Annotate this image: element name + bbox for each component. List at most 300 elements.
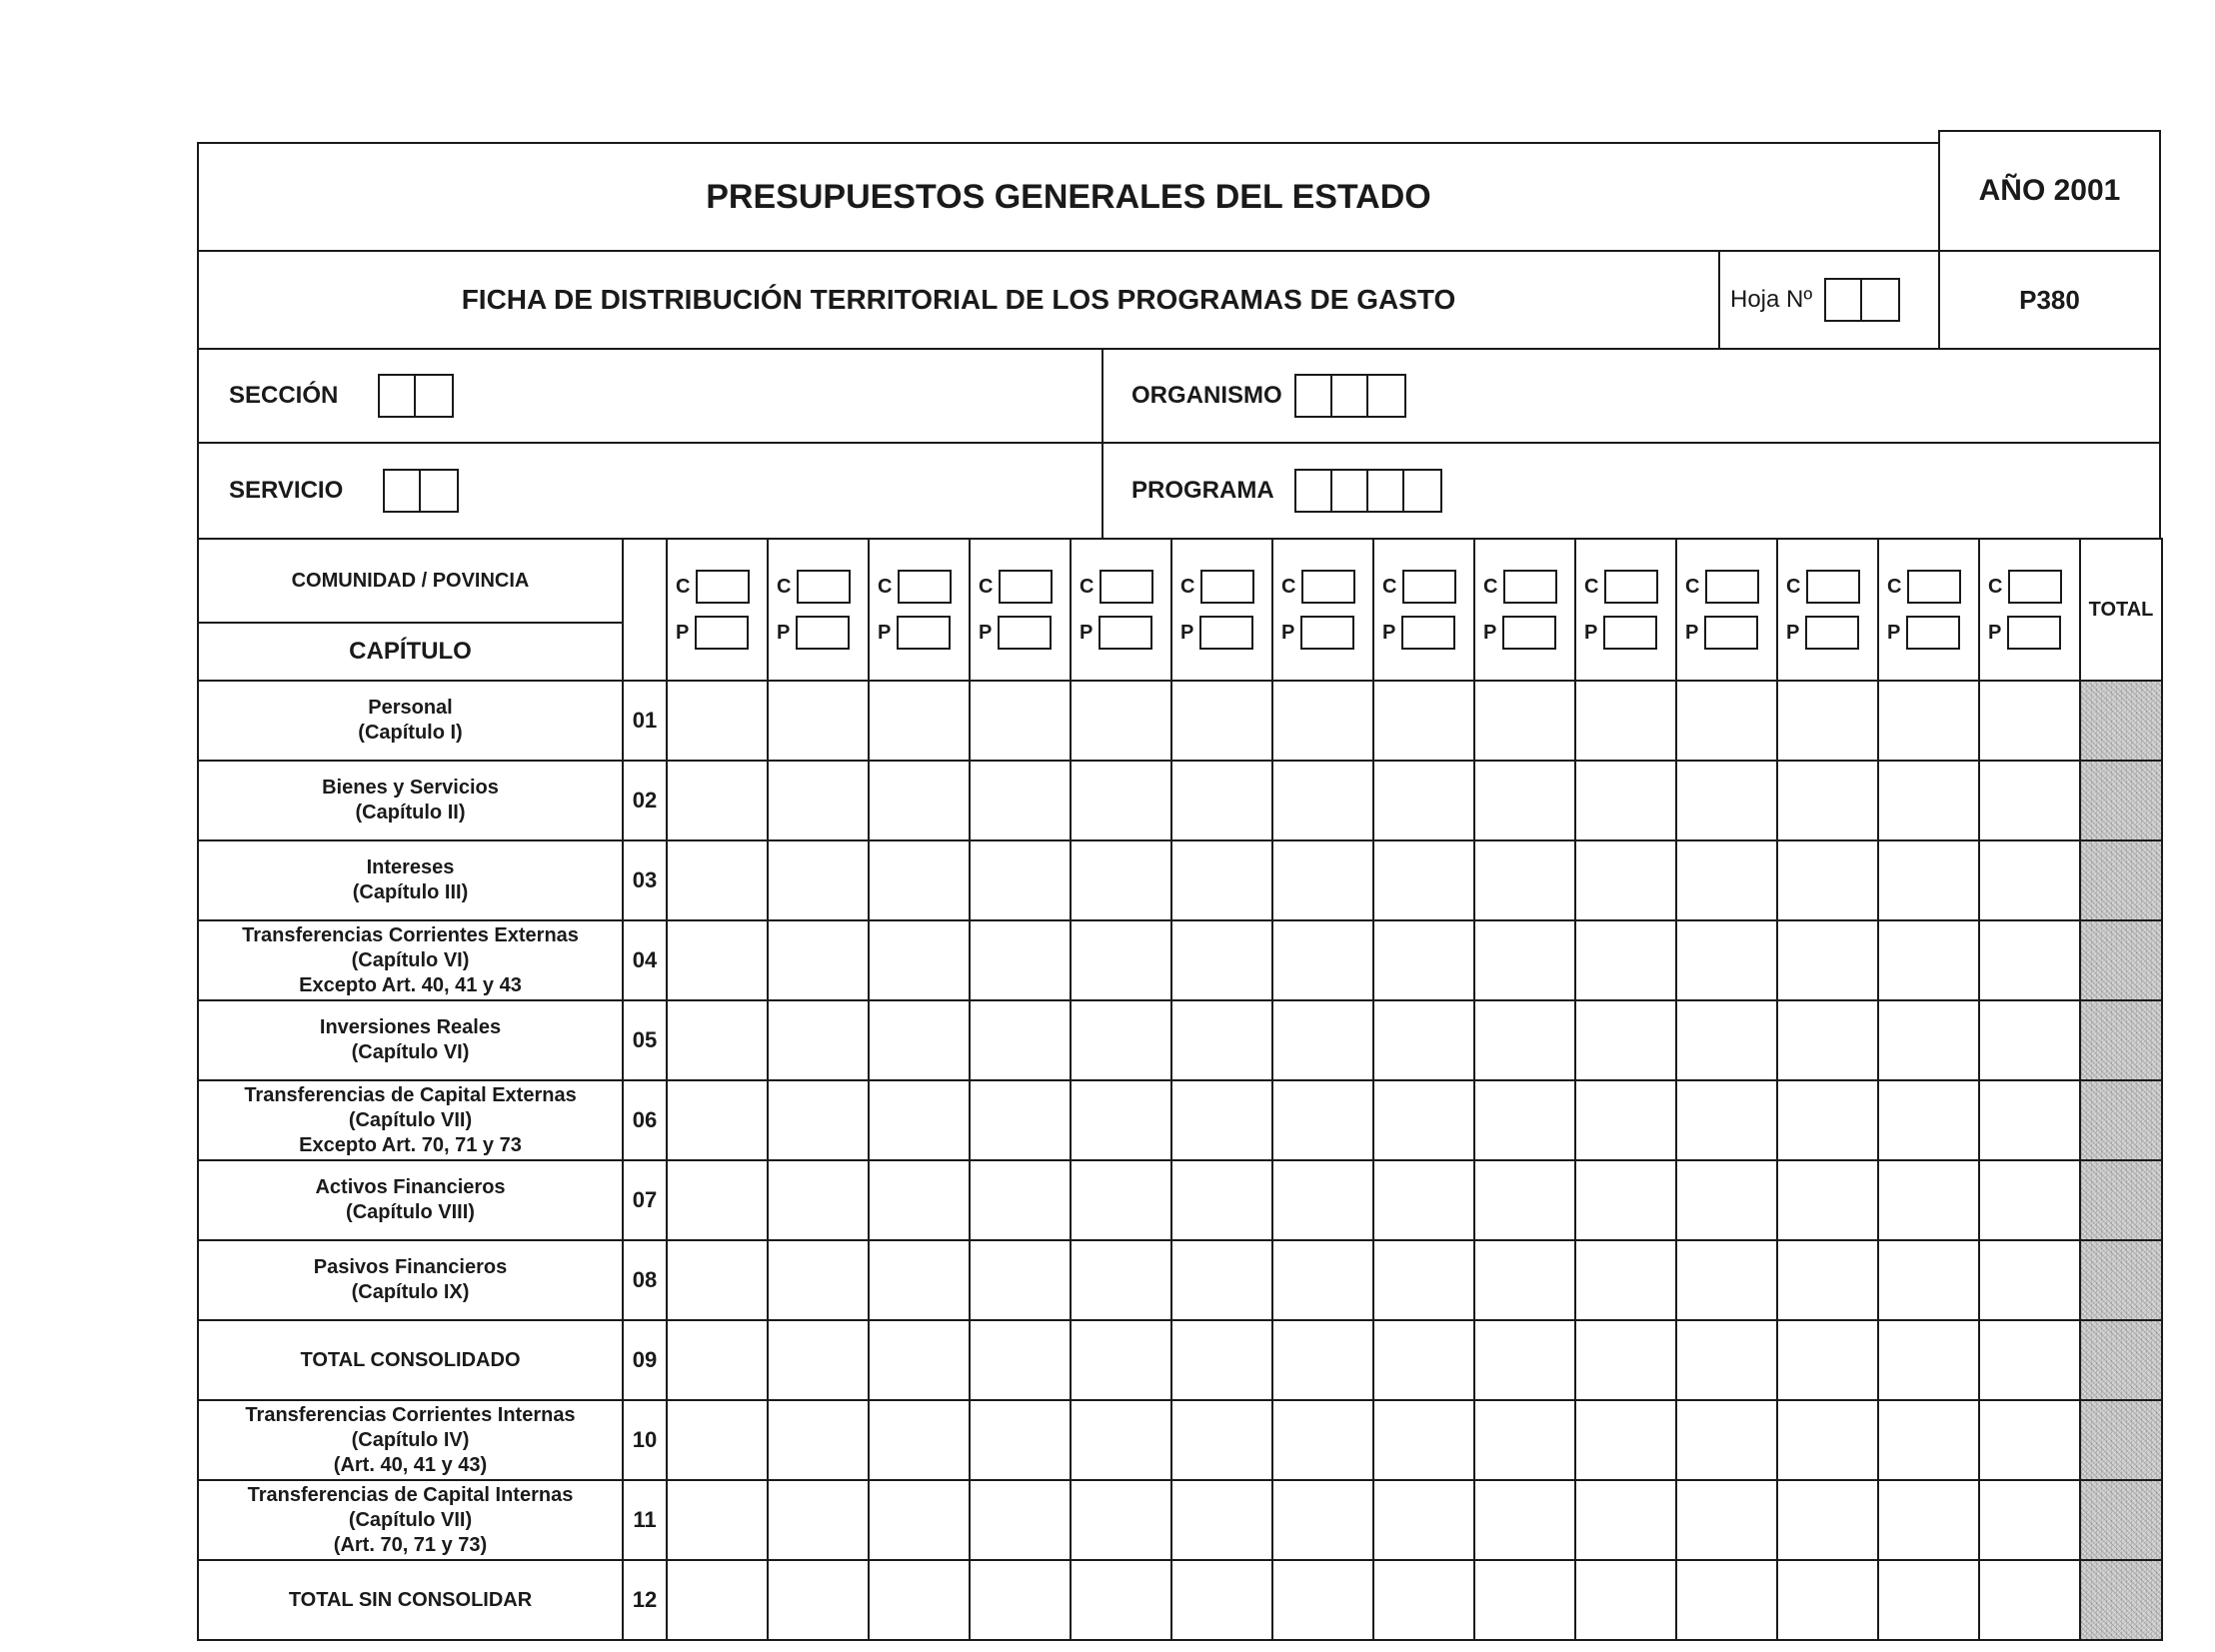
p-code-field[interactable]: P xyxy=(971,610,1070,656)
chapter-code: 01 xyxy=(623,681,667,761)
chapter-code: 04 xyxy=(623,920,667,1000)
chapter-label-line: Intereses xyxy=(366,856,455,878)
amount-cell[interactable] xyxy=(970,1560,1071,1640)
chapter-label xyxy=(198,1080,623,1160)
chapter-code: 02 xyxy=(623,761,667,840)
amount-cell[interactable] xyxy=(1575,761,1676,840)
organismo-cell xyxy=(1102,348,2161,444)
amount-cell[interactable] xyxy=(1878,1160,1979,1240)
amount-cell[interactable] xyxy=(1575,1400,1676,1480)
amount-cell[interactable] xyxy=(1777,1080,1878,1160)
amount-cell[interactable] xyxy=(1878,840,1979,920)
amount-cell[interactable] xyxy=(1171,1320,1272,1400)
organismo-label: ORGANISMO xyxy=(1131,382,1282,409)
amount-cell[interactable] xyxy=(667,1480,768,1560)
amount-cell[interactable] xyxy=(1777,1400,1878,1480)
chapter-label-line: (Capítulo VIII) xyxy=(346,1201,475,1223)
amount-cell[interactable] xyxy=(1171,1240,1272,1320)
chapter-label-line: Bienes y Servicios xyxy=(322,777,499,799)
c-code-field[interactable]: C xyxy=(971,564,1070,610)
p-code-box[interactable] xyxy=(796,616,850,650)
chapter-code: 08 xyxy=(623,1240,667,1320)
amount-cell[interactable] xyxy=(1071,1480,1171,1560)
chapter-label-line: (Capítulo VII) xyxy=(348,1108,473,1131)
p-code-field[interactable]: P xyxy=(1172,610,1271,656)
chapter-label-line: Excepto Art. 40, 41 y 43 xyxy=(299,973,522,996)
amount-cell[interactable] xyxy=(1878,1560,1979,1640)
capitulo-header: CAPÍTULO xyxy=(198,623,623,681)
chapter-row xyxy=(198,840,2162,920)
c-code-box[interactable] xyxy=(999,570,1053,604)
amount-cell[interactable] xyxy=(869,1320,970,1400)
amount-cell[interactable] xyxy=(869,1240,970,1320)
chapter-label-line: Transferencias Corrientes Internas xyxy=(245,1403,576,1426)
chapter-row xyxy=(198,1560,2162,1640)
amount-cell[interactable] xyxy=(1474,920,1575,1000)
c-code-field[interactable]: C xyxy=(870,564,969,610)
amount-cell[interactable] xyxy=(970,1400,1071,1480)
chapter-label-line: Excepto Art. 70, 71 y 73 xyxy=(299,1133,522,1156)
amount-cell[interactable] xyxy=(768,681,869,761)
chapter-label xyxy=(198,761,623,840)
amount-cell[interactable] xyxy=(1373,1160,1474,1240)
amount-cell[interactable] xyxy=(1676,1560,1777,1640)
chapter-code: 05 xyxy=(623,1000,667,1080)
amount-cell[interactable] xyxy=(1777,1000,1878,1080)
amount-cell[interactable] xyxy=(1979,1160,2080,1240)
p-code-field[interactable]: P xyxy=(870,610,969,656)
chapter-label xyxy=(198,840,623,920)
p-code-box[interactable] xyxy=(1199,616,1253,650)
sheet-number-input[interactable] xyxy=(1824,278,1900,322)
amount-cell[interactable] xyxy=(1474,1400,1575,1480)
amount-cell[interactable] xyxy=(1373,1000,1474,1080)
amount-cell[interactable] xyxy=(869,1400,970,1480)
region-column-header xyxy=(1575,539,1676,681)
region-column-header xyxy=(970,539,1071,681)
amount-cell[interactable] xyxy=(1676,1160,1777,1240)
chapter-code: 12 xyxy=(623,1560,667,1640)
amount-cell[interactable] xyxy=(1878,1480,1979,1560)
c-code-box[interactable] xyxy=(898,570,952,604)
c-code-box[interactable] xyxy=(1503,570,1557,604)
total-cell xyxy=(2080,1000,2162,1080)
p-code-field[interactable]: P xyxy=(1576,610,1675,656)
amount-cell[interactable] xyxy=(1071,1320,1171,1400)
p-code-box[interactable] xyxy=(998,616,1052,650)
amount-cell[interactable] xyxy=(1272,1320,1373,1400)
amount-cell[interactable] xyxy=(768,840,869,920)
amount-cell[interactable] xyxy=(970,1000,1071,1080)
amount-cell[interactable] xyxy=(1979,1480,2080,1560)
amount-cell[interactable] xyxy=(1979,1560,2080,1640)
amount-cell[interactable] xyxy=(1373,840,1474,920)
total-header: TOTAL xyxy=(2080,539,2162,681)
amount-cell[interactable] xyxy=(1474,1560,1575,1640)
chapter-label xyxy=(198,1480,623,1560)
amount-cell[interactable] xyxy=(1878,1000,1979,1080)
amount-cell[interactable] xyxy=(1373,1560,1474,1640)
amount-cell[interactable] xyxy=(1171,681,1272,761)
amount-cell[interactable] xyxy=(1071,1560,1171,1640)
amount-cell[interactable] xyxy=(1979,840,2080,920)
c-code-box[interactable] xyxy=(1907,570,1961,604)
amount-cell[interactable] xyxy=(1474,1000,1575,1080)
c-code-box[interactable] xyxy=(1705,570,1759,604)
amount-cell[interactable] xyxy=(1171,1400,1272,1480)
chapter-row xyxy=(198,1160,2162,1240)
amount-cell[interactable] xyxy=(667,681,768,761)
amount-cell[interactable] xyxy=(1474,840,1575,920)
p-code-field[interactable]: P xyxy=(1475,610,1574,656)
amount-cell[interactable] xyxy=(667,840,768,920)
chapter-code: 06 xyxy=(623,1080,667,1160)
amount-cell[interactable] xyxy=(1373,1080,1474,1160)
amount-cell[interactable] xyxy=(1373,1480,1474,1560)
c-code-field[interactable]: C xyxy=(1072,564,1170,610)
chapter-row xyxy=(198,1320,2162,1400)
amount-cell[interactable] xyxy=(1171,1080,1272,1160)
amount-cell[interactable] xyxy=(1171,1000,1272,1080)
amount-cell[interactable] xyxy=(1272,1080,1373,1160)
code-header-blank xyxy=(623,539,667,681)
amount-cell[interactable] xyxy=(1071,681,1171,761)
c-code-field[interactable]: C xyxy=(1172,564,1271,610)
amount-cell[interactable] xyxy=(1272,920,1373,1000)
p-code-field[interactable]: P xyxy=(1879,610,1978,656)
amount-cell[interactable] xyxy=(1878,920,1979,1000)
total-cell xyxy=(2080,920,2162,1000)
chapter-row xyxy=(198,1400,2162,1480)
form-subtitle-cell xyxy=(197,250,1720,350)
amount-cell[interactable] xyxy=(869,1560,970,1640)
amount-cell[interactable] xyxy=(1878,1240,1979,1320)
amount-cell[interactable] xyxy=(768,1320,869,1400)
amount-cell[interactable] xyxy=(1979,761,2080,840)
p-code-field[interactable]: P xyxy=(1273,610,1372,656)
amount-cell[interactable] xyxy=(1676,1320,1777,1400)
total-cell xyxy=(2080,840,2162,920)
amount-cell[interactable] xyxy=(1071,761,1171,840)
amount-cell[interactable] xyxy=(768,1000,869,1080)
chapter-label xyxy=(198,1000,623,1080)
amount-cell[interactable] xyxy=(1979,681,2080,761)
amount-cell[interactable] xyxy=(1979,1000,2080,1080)
amount-cell[interactable] xyxy=(970,681,1071,761)
amount-cell[interactable] xyxy=(1071,1080,1171,1160)
amount-cell[interactable] xyxy=(1373,920,1474,1000)
amount-cell[interactable] xyxy=(667,1560,768,1640)
chapter-label-line: TOTAL CONSOLIDADO xyxy=(300,1348,521,1371)
chapter-label-line: TOTAL SIN CONSOLIDAR xyxy=(288,1588,533,1611)
amount-cell[interactable] xyxy=(869,1000,970,1080)
chapter-label-line: (Art. 70, 71 y 73) xyxy=(333,1533,488,1556)
servicio-input[interactable] xyxy=(383,469,459,513)
c-code-field[interactable]: C xyxy=(769,564,868,610)
chapter-row xyxy=(198,1240,2162,1320)
amount-cell[interactable] xyxy=(667,1400,768,1480)
amount-cell[interactable] xyxy=(1272,1160,1373,1240)
programa-label: PROGRAMA xyxy=(1131,477,1274,504)
amount-cell[interactable] xyxy=(970,761,1071,840)
amount-cell[interactable] xyxy=(1373,681,1474,761)
p-code-box[interactable] xyxy=(695,616,749,650)
amount-cell[interactable] xyxy=(667,1160,768,1240)
p-code-box[interactable] xyxy=(1099,616,1152,650)
year-label: AÑO 2001 xyxy=(1978,174,2121,207)
region-column-header xyxy=(1071,539,1171,681)
p-code-field[interactable]: P xyxy=(1778,610,1877,656)
amount-cell[interactable] xyxy=(1272,681,1373,761)
amount-cell[interactable] xyxy=(1979,1400,2080,1480)
p-code-box[interactable] xyxy=(1805,616,1859,650)
amount-cell[interactable] xyxy=(667,1080,768,1160)
chapter-code: 03 xyxy=(623,840,667,920)
amount-cell[interactable] xyxy=(869,1160,970,1240)
amount-cell[interactable] xyxy=(1979,920,2080,1000)
amount-cell[interactable] xyxy=(768,1560,869,1640)
amount-cell[interactable] xyxy=(667,920,768,1000)
amount-cell[interactable] xyxy=(1575,1240,1676,1320)
seccion-input[interactable] xyxy=(378,374,454,418)
amount-cell[interactable] xyxy=(1373,761,1474,840)
amount-cell[interactable] xyxy=(1777,1160,1878,1240)
amount-cell[interactable] xyxy=(768,920,869,1000)
organismo-input[interactable] xyxy=(1294,374,1406,418)
p-code-field[interactable]: P xyxy=(1677,610,1776,656)
p-code-field[interactable]: P xyxy=(1374,610,1473,656)
amount-cell[interactable] xyxy=(768,1240,869,1320)
amount-cell[interactable] xyxy=(1575,1560,1676,1640)
amount-cell[interactable] xyxy=(1474,681,1575,761)
amount-cell[interactable] xyxy=(1575,681,1676,761)
chapter-label xyxy=(198,1560,623,1640)
region-column-header xyxy=(1171,539,1272,681)
amount-cell[interactable] xyxy=(1474,1080,1575,1160)
amount-cell[interactable] xyxy=(1373,1400,1474,1480)
amount-cell[interactable] xyxy=(1676,840,1777,920)
c-code-box[interactable] xyxy=(1604,570,1658,604)
chapter-label xyxy=(198,1320,623,1400)
amount-cell[interactable] xyxy=(1272,1240,1373,1320)
amount-cell[interactable] xyxy=(1979,1080,2080,1160)
amount-cell[interactable] xyxy=(869,1080,970,1160)
amount-cell[interactable] xyxy=(1878,1400,1979,1480)
programa-input[interactable] xyxy=(1294,469,1442,513)
c-code-field[interactable]: C xyxy=(1778,564,1877,610)
c-code-box[interactable] xyxy=(797,570,851,604)
amount-cell[interactable] xyxy=(869,761,970,840)
amount-cell[interactable] xyxy=(1878,1080,1979,1160)
chapter-label-line: Transferencias de Capital Internas xyxy=(247,1483,574,1506)
amount-cell[interactable] xyxy=(1777,1560,1878,1640)
amount-cell[interactable] xyxy=(1676,1480,1777,1560)
amount-cell[interactable] xyxy=(768,761,869,840)
amount-cell[interactable] xyxy=(1777,840,1878,920)
region-column-header xyxy=(1272,539,1373,681)
c-code-field[interactable]: C xyxy=(1576,564,1675,610)
p-code-box[interactable] xyxy=(897,616,951,650)
amount-cell[interactable] xyxy=(1575,1480,1676,1560)
amount-cell[interactable] xyxy=(1071,1400,1171,1480)
p-code-box[interactable] xyxy=(2007,616,2061,650)
amount-cell[interactable] xyxy=(1171,840,1272,920)
c-code-field[interactable]: C xyxy=(1879,564,1978,610)
amount-cell[interactable] xyxy=(667,761,768,840)
amount-cell[interactable] xyxy=(970,1160,1071,1240)
amount-cell[interactable] xyxy=(1777,1480,1878,1560)
amount-cell[interactable] xyxy=(768,1160,869,1240)
amount-cell[interactable] xyxy=(1575,1080,1676,1160)
p-code-box[interactable] xyxy=(1704,616,1758,650)
amount-cell[interactable] xyxy=(1777,681,1878,761)
amount-cell[interactable] xyxy=(667,1000,768,1080)
amount-cell[interactable] xyxy=(1474,1240,1575,1320)
amount-cell[interactable] xyxy=(1878,1320,1979,1400)
amount-cell[interactable] xyxy=(970,1480,1071,1560)
amount-cell[interactable] xyxy=(1272,761,1373,840)
p-code-box[interactable] xyxy=(1603,616,1657,650)
amount-cell[interactable] xyxy=(1676,681,1777,761)
amount-cell[interactable] xyxy=(970,920,1071,1000)
total-cell xyxy=(2080,1400,2162,1480)
region-column-header xyxy=(667,539,768,681)
p-code-box[interactable] xyxy=(1906,616,1960,650)
amount-cell[interactable] xyxy=(1676,1080,1777,1160)
form-title-cell xyxy=(197,142,1940,252)
amount-cell[interactable] xyxy=(1575,920,1676,1000)
chapter-label-line: (Capítulo IX) xyxy=(351,1281,470,1303)
amount-cell[interactable] xyxy=(1474,1160,1575,1240)
amount-cell[interactable] xyxy=(1979,1320,2080,1400)
c-code-box[interactable] xyxy=(1100,570,1153,604)
sheet-number-cell xyxy=(1718,250,1940,350)
amount-cell[interactable] xyxy=(1777,761,1878,840)
amount-cell[interactable] xyxy=(970,1080,1071,1160)
chapter-label-line: Personal xyxy=(368,697,453,719)
amount-cell[interactable] xyxy=(667,1240,768,1320)
amount-cell[interactable] xyxy=(1071,1000,1171,1080)
amount-cell[interactable] xyxy=(1071,1240,1171,1320)
amount-cell[interactable] xyxy=(1373,1240,1474,1320)
amount-cell[interactable] xyxy=(1777,1240,1878,1320)
amount-cell[interactable] xyxy=(1272,1560,1373,1640)
amount-cell[interactable] xyxy=(1575,1000,1676,1080)
c-code-field[interactable]: C xyxy=(1273,564,1372,610)
c-code-box[interactable] xyxy=(1402,570,1456,604)
c-code-box[interactable] xyxy=(696,570,750,604)
p-code-field[interactable]: P xyxy=(1980,610,2079,656)
amount-cell[interactable] xyxy=(1272,1000,1373,1080)
amount-cell[interactable] xyxy=(768,1400,869,1480)
amount-cell[interactable] xyxy=(970,840,1071,920)
c-code-box[interactable] xyxy=(1200,570,1254,604)
amount-cell[interactable] xyxy=(869,1480,970,1560)
c-code-box[interactable] xyxy=(1301,570,1355,604)
seccion-label: SECCIÓN xyxy=(229,382,339,409)
c-code-field[interactable]: C xyxy=(1475,564,1574,610)
amount-cell[interactable] xyxy=(1171,1160,1272,1240)
amount-cell[interactable] xyxy=(768,1480,869,1560)
p-code-field[interactable]: P xyxy=(668,610,767,656)
amount-cell[interactable] xyxy=(970,1240,1071,1320)
amount-cell[interactable] xyxy=(1071,1160,1171,1240)
region-column-header xyxy=(1878,539,1979,681)
amount-cell[interactable] xyxy=(1777,1320,1878,1400)
chapter-label-line: (Capítulo VI) xyxy=(351,1041,470,1063)
chapter-label-line: (Art. 40, 41 y 43) xyxy=(333,1453,488,1476)
form-subtitle: FICHA DE DISTRIBUCIÓN TERRITORIAL DE LOS PROGRAMAS DE GASTO xyxy=(461,284,1456,315)
chapter-label-line: Transferencias Corrientes Externas xyxy=(242,923,579,946)
amount-cell[interactable] xyxy=(1272,840,1373,920)
amount-cell[interactable] xyxy=(667,1320,768,1400)
amount-cell[interactable] xyxy=(1575,1320,1676,1400)
chapter-label-line: (Capítulo I) xyxy=(358,722,463,744)
chapter-row xyxy=(198,761,2162,840)
amount-cell[interactable] xyxy=(1676,920,1777,1000)
amount-cell[interactable] xyxy=(1171,761,1272,840)
amount-cell[interactable] xyxy=(1071,840,1171,920)
chapter-row xyxy=(198,1080,2162,1160)
p-code-box[interactable] xyxy=(1300,616,1354,650)
amount-cell[interactable] xyxy=(1878,681,1979,761)
region-column-header xyxy=(1777,539,1878,681)
amount-cell[interactable] xyxy=(1676,1400,1777,1480)
amount-cell[interactable] xyxy=(1171,1560,1272,1640)
p-code-box[interactable] xyxy=(1502,616,1556,650)
c-code-box[interactable] xyxy=(2008,570,2062,604)
amount-cell[interactable] xyxy=(768,1080,869,1160)
amount-cell[interactable] xyxy=(1575,840,1676,920)
amount-cell[interactable] xyxy=(1474,1480,1575,1560)
chapter-label-line: Pasivos Financieros xyxy=(313,1256,508,1278)
form-code-cell xyxy=(1938,250,2161,350)
amount-cell[interactable] xyxy=(1474,1320,1575,1400)
chapter-row xyxy=(198,681,2162,761)
c-code-field[interactable]: C xyxy=(1677,564,1776,610)
amount-cell[interactable] xyxy=(1676,1000,1777,1080)
amount-cell[interactable] xyxy=(1272,1400,1373,1480)
p-code-field[interactable]: P xyxy=(1072,610,1170,656)
amount-cell[interactable] xyxy=(1171,1480,1272,1560)
year-cell xyxy=(1938,130,2161,252)
c-code-field[interactable]: C xyxy=(668,564,767,610)
c-code-field[interactable]: C xyxy=(1374,564,1473,610)
amount-cell[interactable] xyxy=(869,920,970,1000)
amount-cell[interactable] xyxy=(1676,1240,1777,1320)
amount-cell[interactable] xyxy=(1171,920,1272,1000)
c-code-field[interactable]: C xyxy=(1980,564,2079,610)
amount-cell[interactable] xyxy=(1474,761,1575,840)
p-code-box[interactable] xyxy=(1401,616,1455,650)
amount-cell[interactable] xyxy=(1575,1160,1676,1240)
total-cell xyxy=(2080,1480,2162,1560)
region-column-header xyxy=(1373,539,1474,681)
amount-cell[interactable] xyxy=(1979,1240,2080,1320)
chapter-row xyxy=(198,1000,2162,1080)
amount-cell[interactable] xyxy=(1272,1480,1373,1560)
amount-cell[interactable] xyxy=(970,1320,1071,1400)
amount-cell[interactable] xyxy=(1071,920,1171,1000)
amount-cell[interactable] xyxy=(1878,761,1979,840)
c-code-box[interactable] xyxy=(1806,570,1860,604)
amount-cell[interactable] xyxy=(1373,1320,1474,1400)
amount-cell[interactable] xyxy=(1676,761,1777,840)
p-code-field[interactable]: P xyxy=(769,610,868,656)
amount-cell[interactable] xyxy=(1777,920,1878,1000)
amount-cell[interactable] xyxy=(869,681,970,761)
amount-cell[interactable] xyxy=(869,840,970,920)
